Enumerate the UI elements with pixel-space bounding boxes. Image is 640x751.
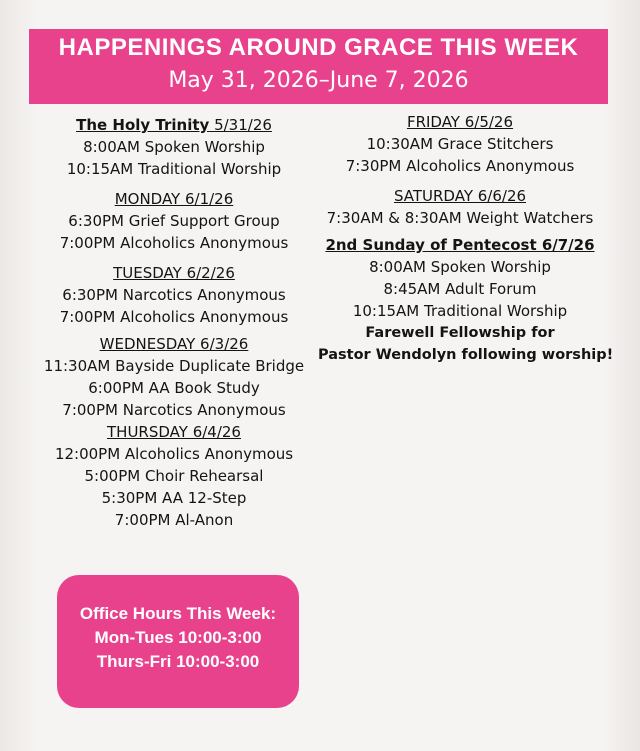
event-line: 6:30PM Narcotics Anonymous bbox=[62, 286, 286, 304]
event-line: 8:00AM Spoken Worship bbox=[83, 138, 265, 156]
event-line: 5:30PM AA 12-Step bbox=[101, 489, 247, 507]
event-line: 11:30AM Bayside Duplicate Bridge bbox=[43, 357, 305, 375]
office-hours-line: Mon-Tues 10:00-3:00 bbox=[94, 628, 262, 647]
friday-heading: FRIDAY 6/5/26 bbox=[406, 113, 514, 131]
farewell-note-line: Farewell Fellowship for bbox=[365, 325, 555, 341]
monday-heading: MONDAY 6/1/26 bbox=[114, 190, 234, 208]
event-line: 7:30AM & 8:30AM Weight Watchers bbox=[326, 209, 594, 227]
left-schedule-column bbox=[40, 114, 308, 531]
friday-block bbox=[318, 111, 602, 177]
event-line: 7:00PM Narcotics Anonymous bbox=[62, 401, 286, 419]
farewell-note-line: Pastor Wendolyn following worship! bbox=[318, 347, 614, 363]
thursday-heading: THURSDAY 6/4/26 bbox=[107, 423, 241, 441]
tuesday-block bbox=[40, 262, 308, 328]
wednesday-heading: WEDNESDAY 6/3/26 bbox=[99, 335, 249, 353]
right-schedule-column bbox=[318, 111, 614, 366]
header-banner bbox=[29, 29, 608, 104]
event-line: 10:15AM Traditional Worship bbox=[352, 302, 568, 320]
thursday-block bbox=[40, 421, 308, 531]
saturday-block bbox=[318, 185, 602, 229]
event-line: 10:15AM Traditional Worship bbox=[66, 160, 282, 178]
wednesday-block bbox=[40, 333, 308, 421]
event-line: 12:00PM Alcoholics Anonymous bbox=[54, 445, 294, 463]
trinity-date: 5/31/26 bbox=[214, 116, 272, 134]
trinity-name: The Holy Trinity bbox=[76, 116, 210, 134]
event-line: 6:00PM AA Book Study bbox=[88, 379, 260, 397]
event-line: 8:45AM Adult Forum bbox=[383, 280, 537, 298]
event-line: 7:00PM Alcoholics Anonymous bbox=[59, 234, 289, 252]
office-hours-line: Thurs-Fri 10:00-3:00 bbox=[96, 652, 260, 671]
event-line: 6:30PM Grief Support Group bbox=[68, 212, 280, 230]
banner-title: HAPPENINGS AROUND GRACE THIS WEEK bbox=[58, 34, 579, 61]
event-line: 7:30PM Alcoholics Anonymous bbox=[345, 157, 575, 175]
event-line: 7:00PM Al-Anon bbox=[114, 511, 234, 529]
event-line: 7:00PM Alcoholics Anonymous bbox=[59, 308, 289, 326]
office-hours-title: Office Hours This Week: bbox=[79, 604, 277, 623]
office-hours-box bbox=[57, 575, 299, 708]
monday-block bbox=[40, 188, 308, 254]
event-line: 5:00PM Choir Rehearsal bbox=[84, 467, 264, 485]
event-line: 8:00AM Spoken Worship bbox=[369, 258, 551, 276]
trinity-heading bbox=[40, 114, 308, 136]
tuesday-heading: TUESDAY 6/2/26 bbox=[113, 264, 235, 282]
saturday-heading: SATURDAY 6/6/26 bbox=[393, 187, 527, 205]
banner-dates: May 31, 2026–June 7, 2026 bbox=[168, 68, 469, 93]
event-line: 10:30AM Grace Stitchers bbox=[366, 135, 554, 153]
pentecost-block bbox=[318, 234, 614, 366]
pentecost-heading: 2nd Sunday of Pentecost 6/7/26 bbox=[325, 236, 595, 254]
trinity-block bbox=[40, 114, 308, 180]
